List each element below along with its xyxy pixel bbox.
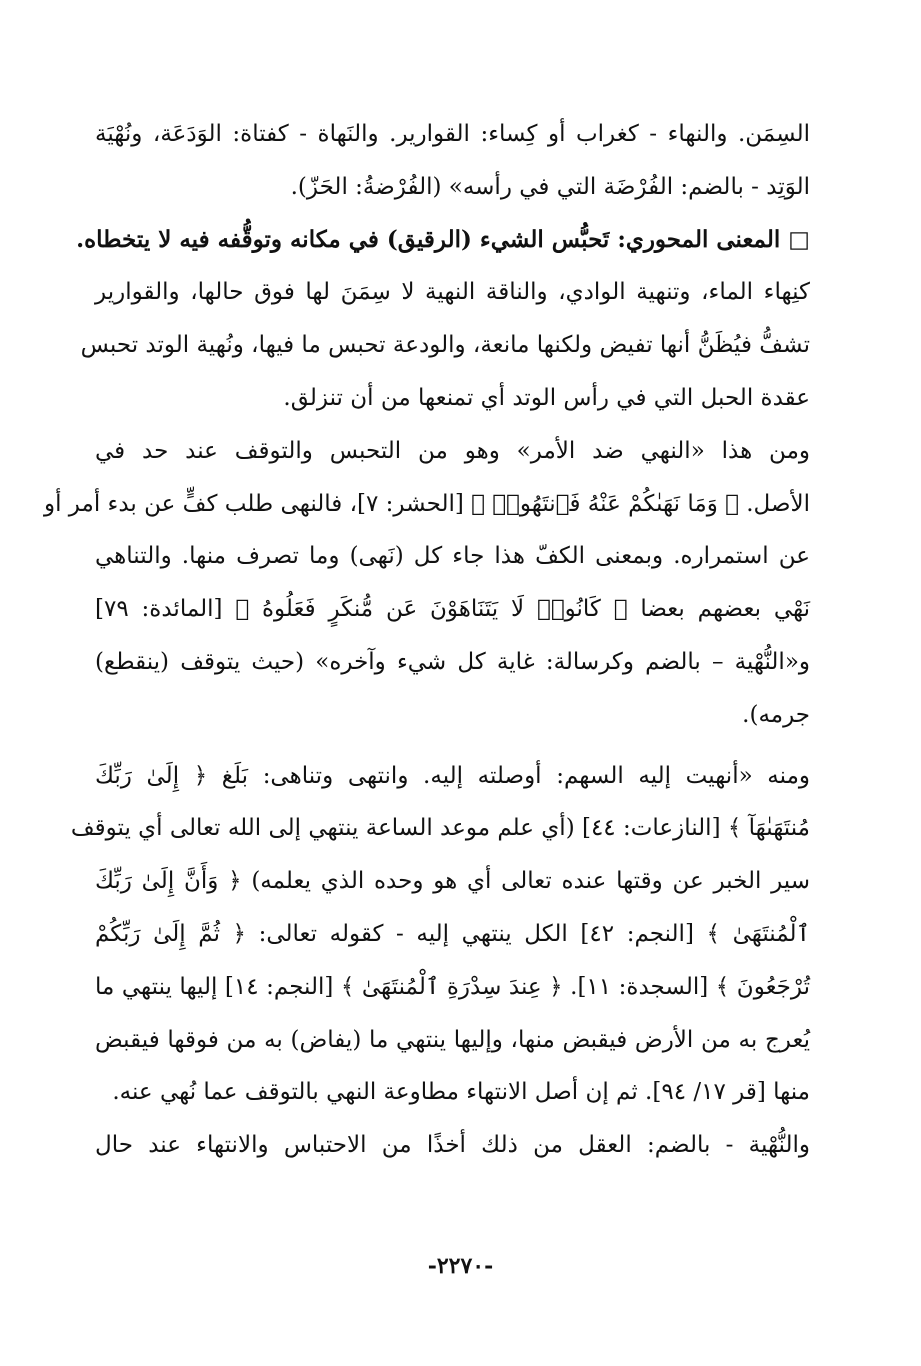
text-line: سير الخبر عن وقتها عنده تعالى أي هو وحده الذي يعلمه) ﴿ وَأَنَّ إِلَىٰ رَبِّكَ <box>95 868 810 895</box>
text-line: تشفُّ فيُظَنُّ أنها تفيض ولكنها مانعة، والودعة تحبس ما فيها، ونُهية الوتد تحبس <box>80 332 810 359</box>
text-line: والنُّهْية - بالضم: العقل من ذلك أخذًا من الاحتباس والانتهاء عند حال <box>95 1132 810 1159</box>
text-line: عقدة الحبل التي في رأس الوتد أي تمنعها من أن تنزلق. <box>283 384 810 411</box>
text-line: جرمه). <box>742 701 810 728</box>
text-line: ٱلْمُنتَهَىٰ ﴾ [النجم: ٤٢] الكل ينتهي إليه - كقوله تعالى: ﴿ ثُمَّ إِلَىٰ رَبِّكُمْ <box>95 920 811 947</box>
text-line: نَهْي بعضهم بعضا ﴿ كَانُوا۟ لَا يَتَنَاهَوْنَ عَن مُّنكَرٍ فَعَلُوهُ ﴾ [المائدة: ٧٩] <box>95 596 810 623</box>
text-line: السِمَن. والنهاء - كغراب أو كِساء: القوارير. والنَهاة - كفتاة: الوَدَعَة، ونُهْيَة <box>95 121 810 147</box>
text-line: عن استمراره. وبمعنى الكفّ هذا جاء كل (نَهى) وما تصرف منها. والتناهي <box>95 543 810 570</box>
section-heading-line: □ المعنى المحوري: تَحبُّس الشيء (الرقيق) في مكانه وتوقُّفه فيه لا يتخطاه. <box>76 225 810 253</box>
text-line: و«النُّهْية – بالضم وكرسالة: غاية كل شيء وآخره» (حيث يتوقف (ينقطع) <box>95 648 810 675</box>
text-line: ومن هذا «النهي ضد الأمر» وهو من التحبس والتوقف عند حد في <box>95 437 810 464</box>
text-line: الوَتِد - بالضم: الفُرْضَة التي في رأسه» (الفُرْضةُ: الحَزّ). <box>290 173 810 200</box>
text-line: كنِهاء الماء، وتنهية الوادي، والناقة النهية لا سِمَنَ لها فوق حالها، والقوارير <box>95 279 810 306</box>
text-line: منها [قر ١٧/ ٩٤]. ثم إن أصل الانتهاء مطاوعة النهي بالتوقف عما نُهي عنه. <box>112 1079 810 1106</box>
text-line: ومنه «أنهيت إليه السهم: أوصلته إليه. وانتهى وتناهى: بَلَغ ﴿ إِلَىٰ رَبِّكَ <box>95 762 810 789</box>
text-line: مُنتَهَىٰهَآ ﴾ [النازعات: ٤٤] (أي علم موعد الساعة ينتهي إلى الله تعالى أي يتوقف <box>70 815 810 842</box>
text-line: يُعرج به من الأرض فيقبض منها، وإليها ينتهي ما (يفاض) به من فوقها فيقبض <box>95 1026 810 1053</box>
body-text <box>44 108 811 1172</box>
text-line: الأصل. ﴿ وَمَا نَهَىٰكُمْ عَنْهُ فَٱنتَهُوا۟ ﴾ [الحشر: ٧]، فالنهى طلب كفٍّ عن بدء أمر أو <box>44 490 810 517</box>
text-line: تُرْجَعُونَ ﴾ [السجدة: ١١]. ﴿ عِندَ سِدْرَةِ ٱلْمُنتَهَىٰ ﴾ [النجم: ١٤] إليها ينتهي ما <box>95 973 810 1000</box>
page-number: -٢٢٧٠- <box>427 1253 494 1279</box>
